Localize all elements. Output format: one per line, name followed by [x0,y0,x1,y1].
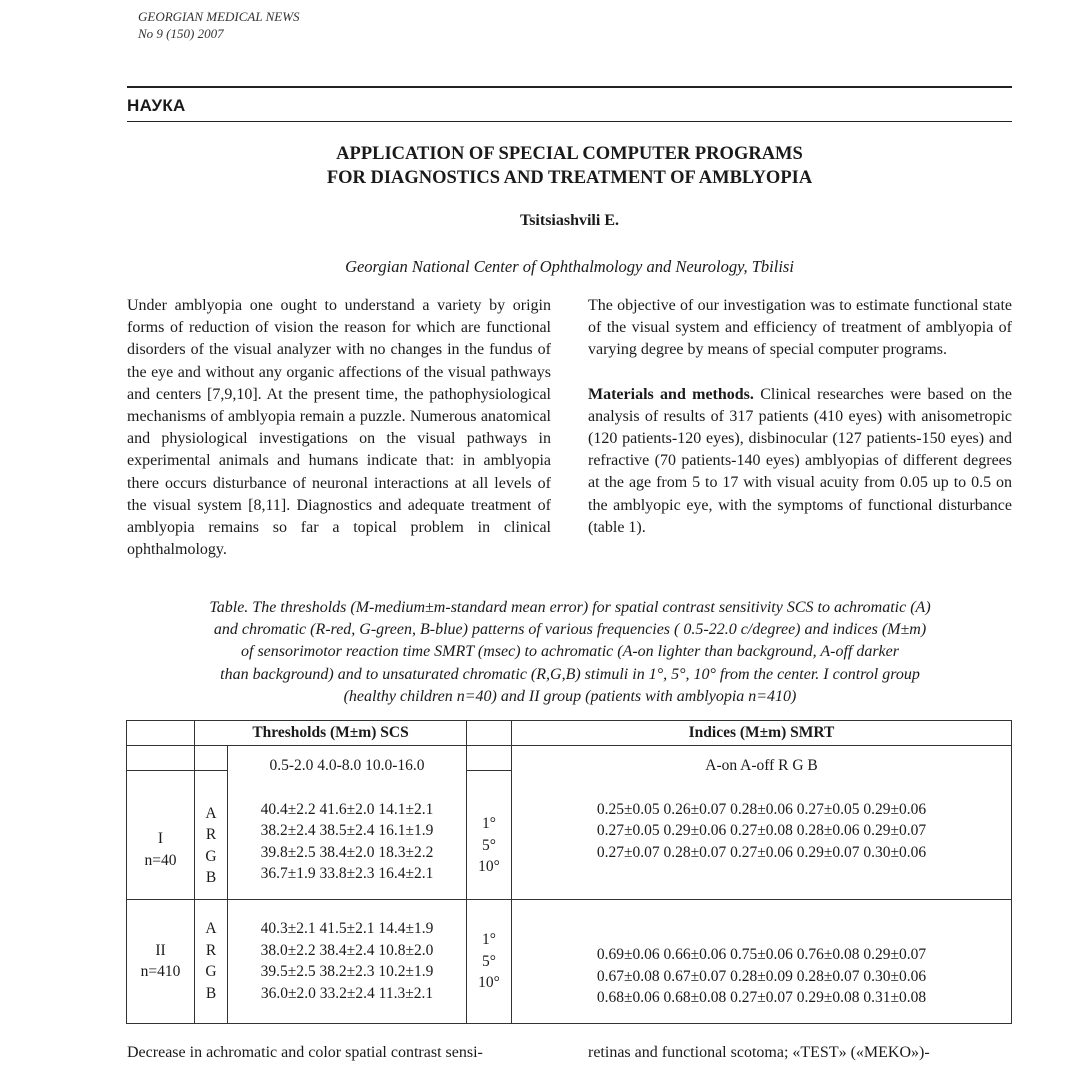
group-1-scs-values: 40.4±2.2 41.6±2.0 14.1±2.1 38.2±2.4 38.5±2.4 16.1±1.9 39.8±2.5 38.4±2.0 18.3±2.2 36.7±1.9 33.8±2.3 16.4±2.1 [260,800,434,883]
right-column [588,295,1012,539]
table-header-row [127,721,1012,746]
section-rule-bottom [127,121,1012,122]
group-2-label: II n=410 [127,899,195,1023]
table-cell-empty [127,721,195,746]
intro-paragraph: Under amblyopia one ought to understand a variety by origin forms of reduction of vision the reason for which are functional disorders of the visual analyzer with no changes in the fundus of the eye and without any organic affections of the visual pathways and centers [7,9,10]. At the present time, the pathophysiological mechanisms of amblyopia remain a puzzle. Numerous anatomical and physiological investigations on the visual pathways in experimental animals and humans indicate that: in amblyopia there occurs disturbance of neuronal interactions at all levels of the visual system [8,11]. Diagnostics and adequate treatment of amblyopia remains so far a topical problem in clinical ophthalmology. [127,297,551,559]
continuation-right: retinas and functional scotoma; «TEST» («MEKO»)- [588,1044,930,1061]
table-caption [140,597,1000,708]
results-table [126,720,1012,1024]
group-1-smrt-values: 0.25±0.05 0.26±0.07 0.28±0.06 0.27±0.05 0.29±0.06 0.27±0.05 0.29±0.06 0.27±0.08 0.28±0.06 0.29±0.07 0.27±0.07 0.28±0.07 0.27±0.06 0.29±0.07 0.30±0.06 [596,800,927,861]
table-cell-empty [195,746,228,771]
smrt-stimuli-header [512,746,1012,900]
affiliation: Georgian National Center of Ophthalmology and Neurology, Tbilisi [345,257,794,276]
caption-line: than background) and to unsaturated chromatic (R,G,B) stimuli in 1°, 5°, 10° from the center. I control group [220,665,920,683]
table-spacer-row [127,746,1012,771]
header-scs: Thresholds (M±m) SCS [195,721,467,746]
caption-line: Table. The thresholds (M-medium±m-standard mean error) for spatial contrast sensitivity SCS to achromatic (A) [209,599,931,616]
table-cell-empty [127,746,195,771]
section-rule-top [127,86,1012,88]
group-2-smrt-values: 0.69±0.06 0.66±0.06 0.75±0.06 0.76±0.08 0.29±0.07 0.67±0.08 0.67±0.07 0.28±0.09 0.28±0.07 0.30±0.06 0.68±0.06 0.68±0.08 0.27±0.07 0.29±0.08 0.31±0.08 [512,899,1012,1023]
group-2-eccentricity: 1° 5° 10° [467,899,512,1023]
materials-heading: Materials and methods. [588,385,754,403]
scs-frequency-header [228,746,467,900]
title-line-1: APPLICATION OF SPECIAL COMPUTER PROGRAMS [336,144,803,164]
table-cell-empty [467,721,512,746]
caption-line: and chromatic (R-red, G-green, B-blue) patterns of various frequencies ( 0.5-22.0 c/degree) and indices (M±m) [213,621,927,639]
group-2-patterns: A R G B [195,899,228,1023]
continuation-left: Decrease in achromatic and color spatial contrast sensi- [127,1044,483,1061]
title-line-2: FOR DIAGNOSTICS AND TREATMENT OF AMBLYOPIA [326,168,813,188]
caption-line: of sensorimotor reaction time SMRT (msec) to achromatic (A-on lighter than background, A-off darker [241,643,899,661]
materials-paragraph [588,384,1012,539]
section-label: НАУКА [127,96,186,115]
group-1-patterns: A R G B [195,771,228,899]
left-column [127,295,551,561]
journal-issue: No 9 (150) 2007 [138,26,224,41]
header-smrt: Indices (M±m) SMRT [512,721,1012,746]
smrt-stimuli: A-on A-off R G B [705,757,818,775]
journal-header [138,8,300,42]
article-title [127,142,1012,190]
author: Tsitsiashvili E. [519,212,619,229]
materials-text: Clinical researches were based on the analysis of results of 317 patients (410 eyes) with anisometropic (120 patients-120 eyes), disbinocular (127 patients-150 eyes) and refractive (70 patients-140 eyes) amblyopias of different degrees at the age from 5 to 17 with visual acuity from 0.05 up to 0.5 on the amblyopic eye, with the symptoms of functional disturbance (table 1). [588,385,1013,536]
table-cell-empty [467,746,512,771]
group-1-label: I n=40 [127,771,195,899]
objective-paragraph: The objective of our investigation was to estimate functional state of the visual system and efficiency of treatment of amblyopia of varying degree by means of special computer programs. [588,297,1012,359]
group-2-scs-values: 40.3±2.1 41.5±2.1 14.4±1.9 38.0±2.2 38.4±2.4 10.8±2.0 39.5±2.5 38.2±2.3 10.2±1.9 36.0±2.0 33.2±2.4 11.3±2.1 [228,899,467,1023]
caption-line: (healthy children n=40) and II group (patients with amblyopia n=410) [343,687,797,705]
table-row-group-2 [127,899,1012,1023]
scs-frequencies: 0.5-2.0 4.0-8.0 10.0-16.0 [269,757,425,775]
journal-name: GEORGIAN MEDICAL NEWS [138,9,300,24]
group-1-eccentricity: 1° 5° 10° [467,771,512,899]
